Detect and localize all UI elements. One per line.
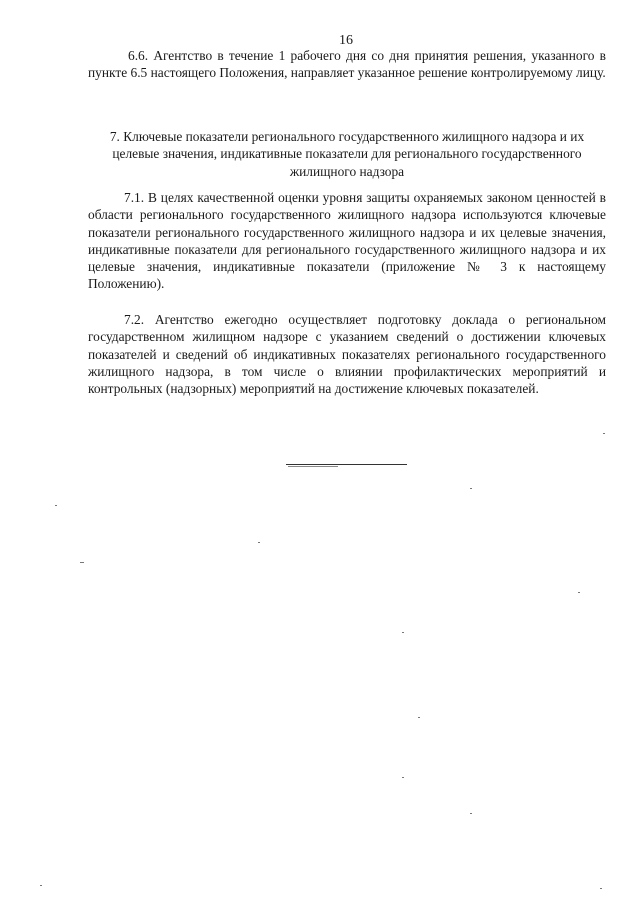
scan-speck [603,433,605,434]
paragraph-7-2: 7.2. Агентство ежегодно осуществляет подготовку доклада о региональном государственном жилищном надзоре с указанием сведений о достижении ключевых показателей и сведений об индикативных показателях регионального государственного жилищного надзора, в том числе о влиянии профилактических мероприятий и контрольных (надзорных) мероприятий на достижение ключевых показателей. [88,312,606,397]
scan-speck [470,488,472,489]
end-of-text-rule-shadow [288,466,338,467]
end-of-text-rule [286,464,407,465]
scan-speck [418,717,420,718]
scan-speck [258,542,260,543]
page-number: 16 [339,33,353,48]
scan-speck [402,777,404,778]
scan-speck [80,562,84,563]
section-7-heading: 7. Ключевые показатели регионального государственного жилищного надзора и их целевые значения, индикативные показатели для регионального государственного жилищного надзора [109,129,585,179]
paragraph-7-1: 7.1. В целях качественной оценки уровня защиты охраняемых законом ценностей в области регионального государственного жилищного надзора используются ключевые показатели регионального государственного жилищного надзора и их целевые значения, индикативные показатели для регионального государственного жилищного надзора и их целевые значения, индикативные показатели (приложение № 3 к настоящему Положению). [88,190,606,292]
scan-speck [55,505,57,506]
scan-speck [470,813,472,814]
scan-speck [578,592,580,593]
scan-speck [40,885,42,886]
scan-speck [600,888,602,889]
scan-speck [402,632,404,633]
paragraph-6-6: 6.6. Агентство в течение 1 рабочего дня со дня принятия решения, указанного в пункте 6.5 настоящего Положения, направляет указанное решение контролируемому лицу. [88,48,606,81]
